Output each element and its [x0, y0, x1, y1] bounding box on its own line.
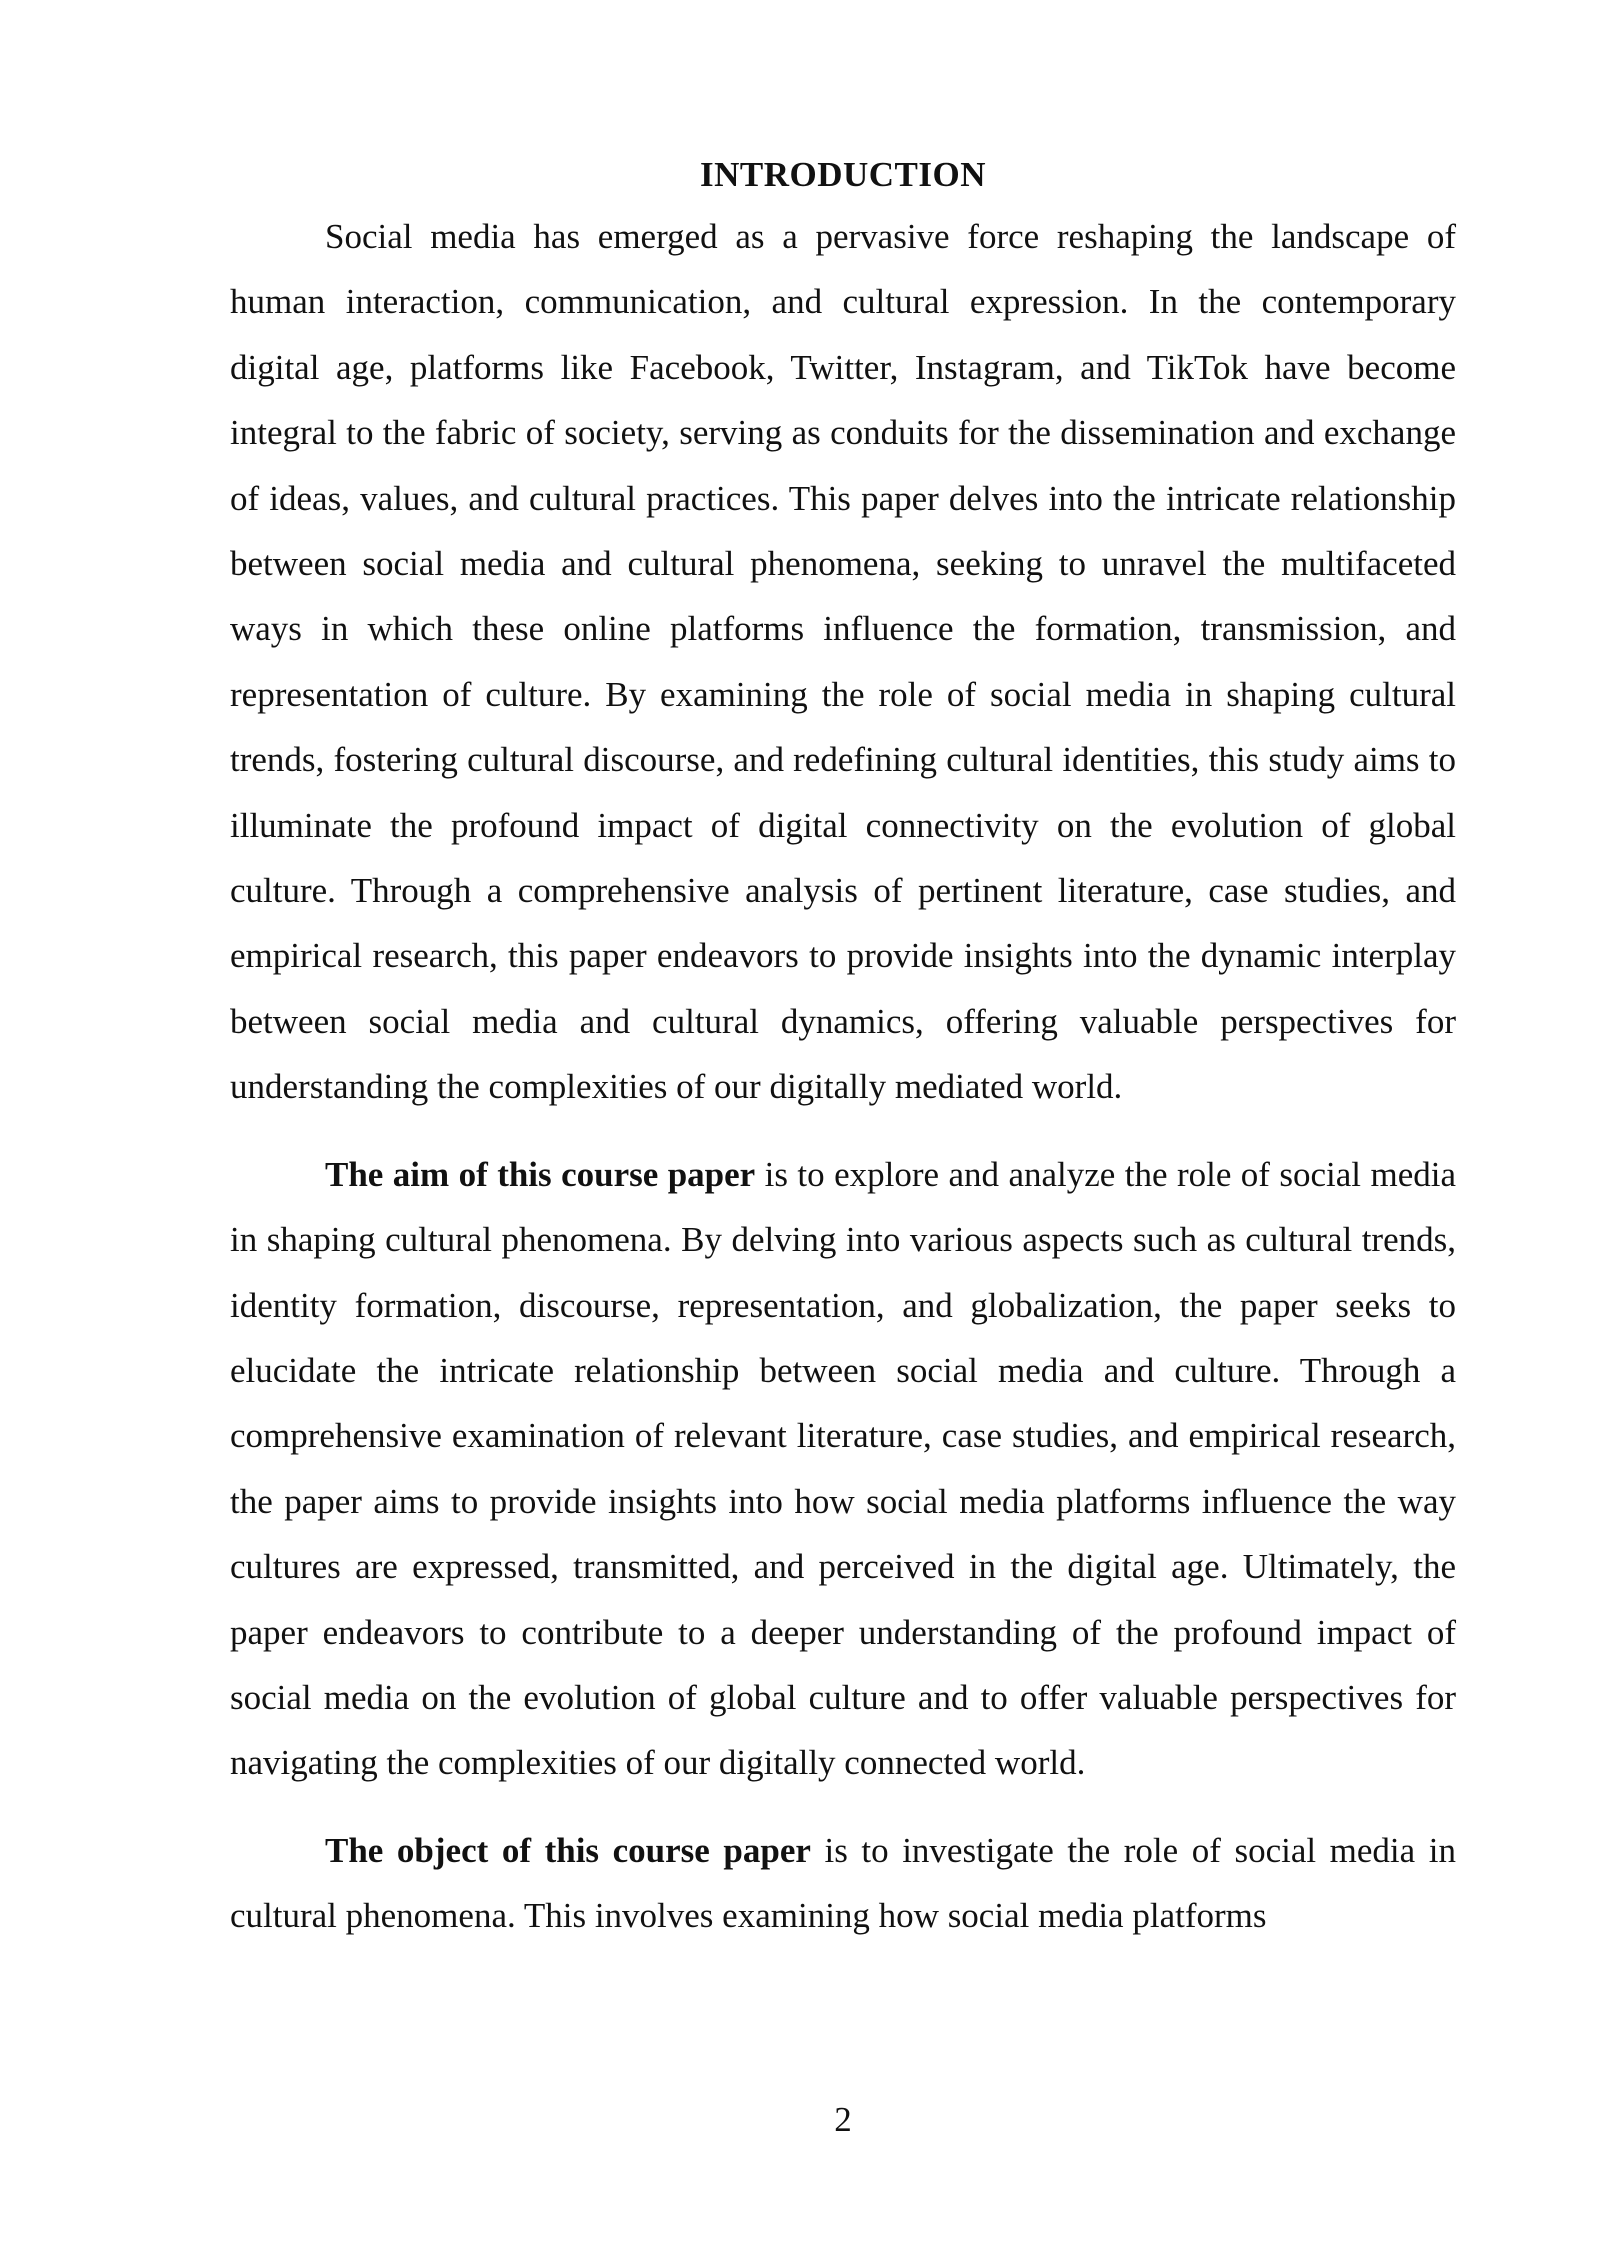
paragraph-lead: The aim of this course paper	[325, 1154, 756, 1194]
section-heading: INTRODUCTION	[699, 155, 987, 194]
paragraph-text: is to investigate the role of social media in cultural phenomena. This involves examining how social media platforms	[230, 1830, 1456, 1936]
paragraph-object	[230, 1818, 1456, 1949]
paragraph-text: is to explore and analyze the role of social media in shaping cultural phenomena. By delving into various aspects such as cultural trends, identity formation, discourse, representation, and globalization, the paper seeks to elucidate the intricate relationship between social media and culture. Through a comprehensive examination of relevant literature, case studies, and empirical research, the paper aims to provide insights into how social media platforms influence the way cultures are expressed, transmitted, and perceived in the digital age. Ultimately, the paper endeavors to contribute to a deeper understanding of the profound impact of social media on the evolution of global culture and to offer valuable perspectives for navigating the complexities of our digitally connected world.	[230, 1154, 1456, 1783]
paragraph-text: Social media has emerged as a pervasive force reshaping the landscape of human interaction, communication, and cultural expression. In the contemporary digital age, platforms like Facebook, Twitter, Instagram, and TikTok have become integral to the fabric of society, serving as conduits for the dissemination and exchange of ideas, values, and cultural practices. This paper delves into the intricate relationship between social media and cultural phenomena, seeking to unravel the multifaceted ways in which these online platforms influence the formation, transmission, and representation of culture. By examining the role of social media in shaping cultural trends, fostering cultural discourse, and redefining cultural identities, this study aims to illuminate the profound impact of digital connectivity on the evolution of global culture. Through a comprehensive analysis of pertinent literature, case studies, and empirical research, this paper endeavors to provide insights into the dynamic interplay between social media and cultural dynamics, offering valuable perspectives for understanding the complexities of our digitally mediated world.	[230, 217, 1456, 1107]
paragraph-aim	[230, 1142, 1456, 1796]
page-content	[230, 150, 1456, 1971]
page-number: 2	[834, 2100, 852, 2139]
paragraph-introduction	[230, 204, 1456, 1120]
paragraph-lead: The object of this course paper	[325, 1830, 811, 1870]
